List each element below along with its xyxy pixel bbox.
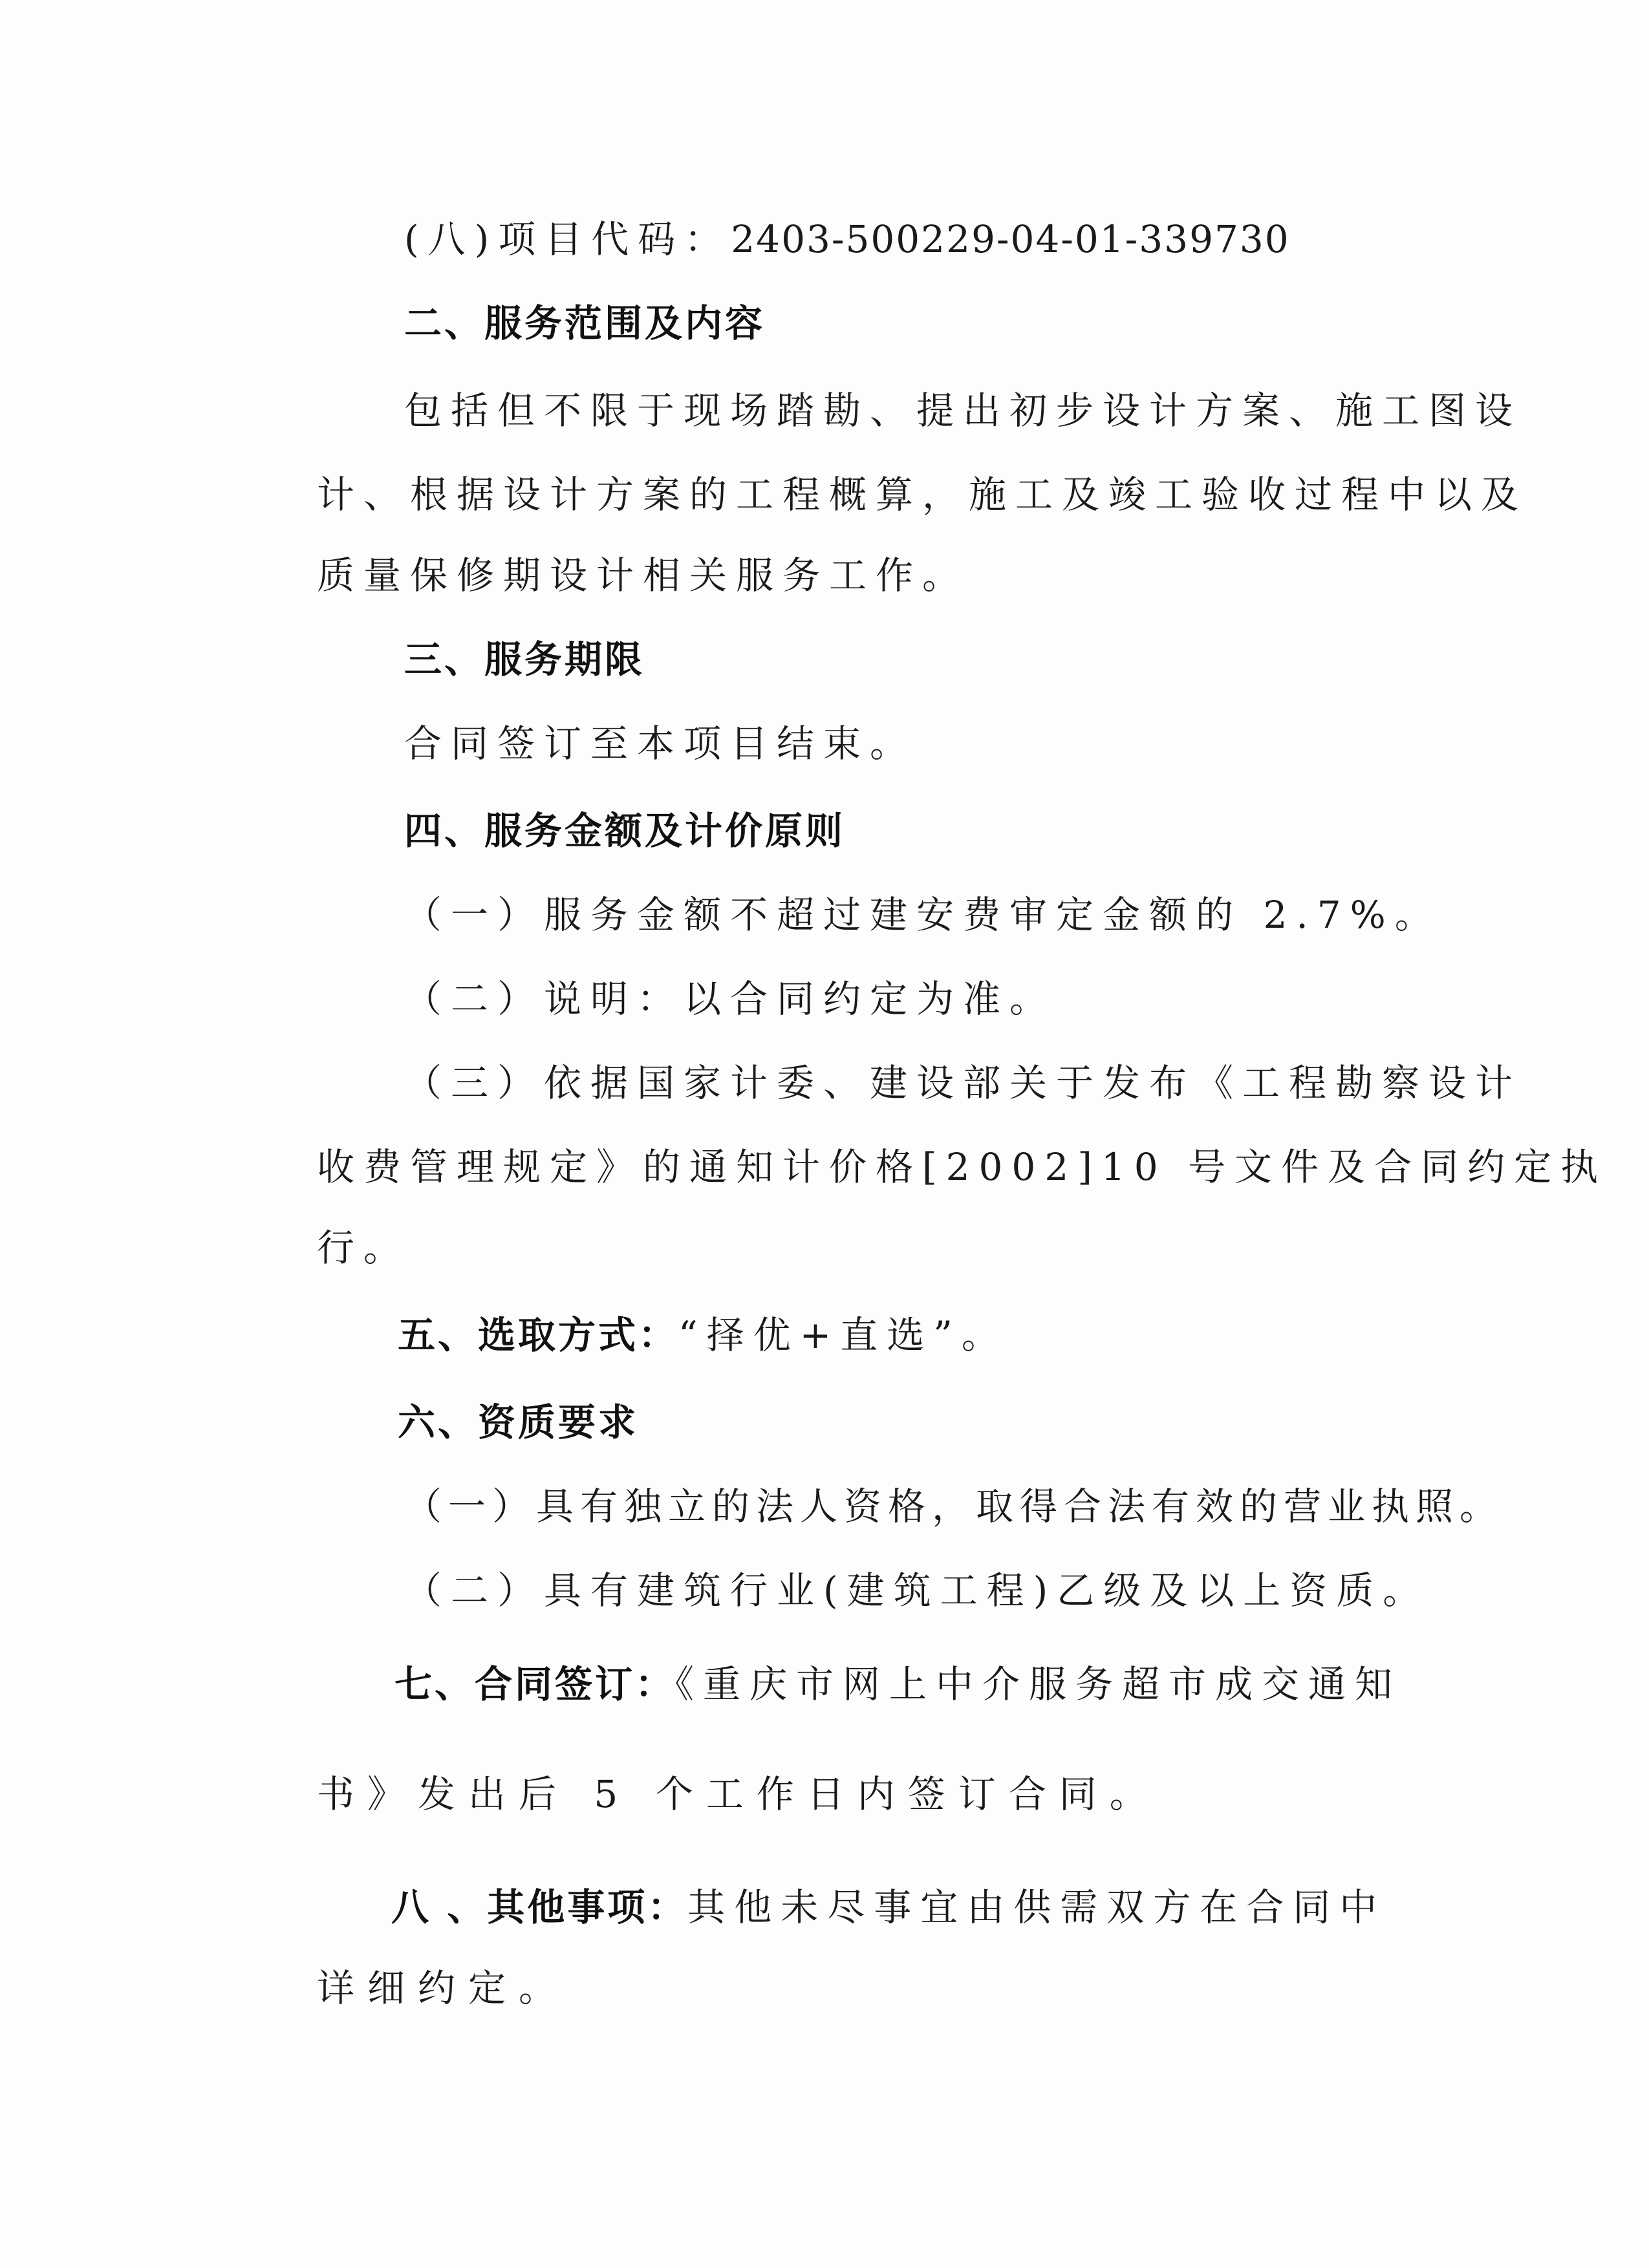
section4-item3-line2: 收费管理规定》的通知计价格[2002]10 号文件及合同约定执 <box>317 1145 1608 1189</box>
section7-heading: 七、合同签订： <box>394 1662 676 1706</box>
section4-item2: （二）说明：以合同约定为准。 <box>404 977 1057 1021</box>
section8-heading: 八 、其他事项： <box>391 1885 688 1929</box>
section2-para-line1: 包括但不限于现场踏勘、提出初步设计方案、施工图设 <box>404 389 1522 433</box>
section2-para-line2: 计、根据设计方案的工程概算，施工及竣工验收过程中以及 <box>317 473 1528 517</box>
section7-text-line1: 《重庆市网上中介服务超市成交通知 <box>675 1662 1402 1706</box>
section4-heading: 四、服务金额及计价原则 <box>404 809 846 853</box>
section5-line <box>398 1309 1008 1361</box>
section2-heading: 二、服务范围及内容 <box>404 301 766 345</box>
section3-heading: 三、服务期限 <box>404 637 645 681</box>
project-code-label: (八)项目代码： <box>404 217 731 261</box>
section4-item1: （一）服务金额不超过建安费审定金额的 2.7%。 <box>404 893 1441 937</box>
section6-heading: 六、资质要求 <box>398 1400 639 1444</box>
project-code-line <box>404 213 1290 265</box>
section6-item2: （二）具有建筑行业(建筑工程)乙级及以上资质。 <box>404 1568 1430 1612</box>
section4-item3-line1: （三）依据国家计委、建设部关于发布《工程勘察设计 <box>404 1061 1522 1105</box>
section5-heading: 五、选取方式： <box>398 1313 679 1357</box>
section7-text-line2: 书》发出后 5 个工作日内签订合同。 <box>317 1772 1160 1816</box>
section2-para-line3: 质量保修期设计相关服务工作。 <box>317 553 969 597</box>
section6-item1: （一）具有独立的法人资格，取得合法有效的营业执照。 <box>404 1484 1504 1528</box>
section5-text: “择优+直选”。 <box>678 1313 1008 1357</box>
section4-item3-line3: 行。 <box>317 1226 411 1270</box>
section8-text-line1: 其他未尽事宜由供需双方在合同中 <box>687 1885 1386 1929</box>
section8-line1 <box>391 1881 1386 1933</box>
project-code-value: 2403-500229-04-01-339730 <box>731 217 1290 261</box>
section3-para: 合同签订至本项目结束。 <box>404 722 917 765</box>
section8-text-line2: 详细约定。 <box>317 1966 570 2010</box>
section7-line1 <box>394 1658 1401 1710</box>
